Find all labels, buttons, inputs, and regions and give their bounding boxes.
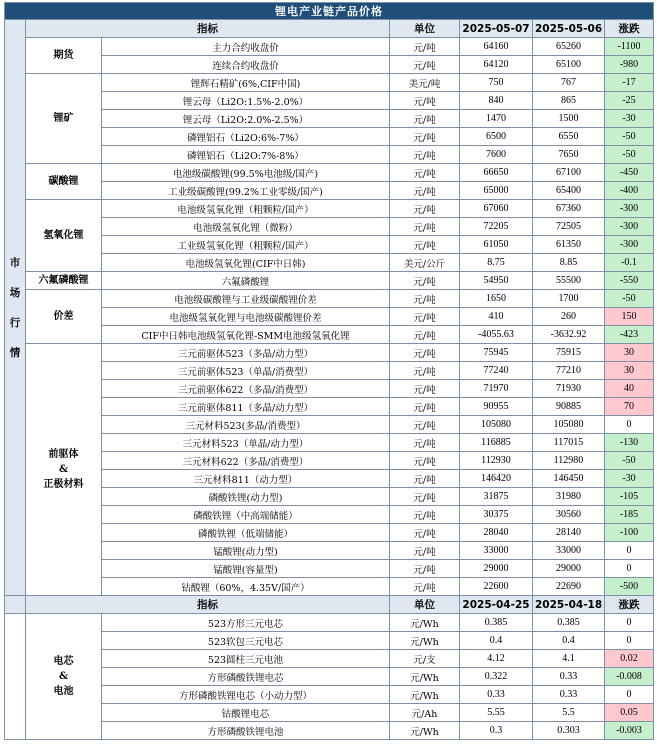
- indicator-name: 电池级氢氧化锂（粗颗粒/国产）: [102, 200, 390, 218]
- unit-cell: 元/吨: [390, 56, 460, 74]
- indicator-name: 主力合约收盘价: [102, 38, 390, 56]
- value-date-2: 117015: [533, 434, 605, 452]
- table-row: [5, 722, 654, 740]
- table-row: [5, 74, 654, 92]
- change-cell: 30: [605, 344, 654, 362]
- change-cell: -105: [605, 488, 654, 506]
- group-label: 前驱体 & 正极材料: [26, 344, 102, 596]
- indicator-name: 三元前驱体622（多晶/消费型）: [102, 380, 390, 398]
- value-date-2: 7650: [533, 146, 605, 164]
- indicator-name: 三元前驱体523（单晶/消费型）: [102, 362, 390, 380]
- unit-cell: 元/吨: [390, 92, 460, 110]
- unit-cell: 元/吨: [390, 272, 460, 290]
- table-row: [5, 344, 654, 362]
- header-row-2: [5, 596, 654, 614]
- change-cell: -0.008: [605, 668, 654, 686]
- indicator-name: 连续合约收盘价: [102, 56, 390, 74]
- change-cell: 0: [605, 560, 654, 578]
- header-date-2: 2025-05-06: [533, 20, 605, 38]
- table-row: [5, 542, 654, 560]
- table-row: [5, 650, 654, 668]
- indicator-name: 磷锂铝石（Li2O:6%-7%）: [102, 128, 390, 146]
- change-cell: -50: [605, 146, 654, 164]
- table-row: [5, 578, 654, 596]
- table-row: [5, 200, 654, 218]
- unit-cell: 元/吨: [390, 236, 460, 254]
- value-date-1: 72205: [460, 218, 533, 236]
- value-date-2: 29000: [533, 560, 605, 578]
- change-cell: -400: [605, 182, 654, 200]
- value-date-2: 0.385: [533, 614, 605, 632]
- change-cell: 0: [605, 416, 654, 434]
- indicator-name: 六氟磷酸锂: [102, 272, 390, 290]
- value-date-1: 64160: [460, 38, 533, 56]
- value-date-1: 67060: [460, 200, 533, 218]
- unit-cell: 元/吨: [390, 560, 460, 578]
- value-date-2: 28140: [533, 524, 605, 542]
- table-row: [5, 470, 654, 488]
- value-date-2: 77210: [533, 362, 605, 380]
- value-date-2: 55500: [533, 272, 605, 290]
- table-title: 锂电产业链产品价格: [5, 3, 654, 20]
- value-date-2: 72505: [533, 218, 605, 236]
- change-cell: -550: [605, 272, 654, 290]
- header-unit: 单位: [390, 596, 460, 614]
- value-date-2: 67100: [533, 164, 605, 182]
- indicator-name: CIF中日韩电池级氢氧化锂-SMM电池级氢氧化锂: [102, 326, 390, 344]
- table-row: [5, 434, 654, 452]
- header-row-1: [5, 20, 654, 38]
- unit-cell: 元/吨: [390, 290, 460, 308]
- value-date-1: 5.55: [460, 704, 533, 722]
- table-body: [5, 3, 654, 740]
- group-label: 期货: [26, 38, 102, 74]
- indicator-name: 523圆柱三元电池: [102, 650, 390, 668]
- change-cell: -30: [605, 110, 654, 128]
- header-date-1: 2025-05-07: [460, 20, 533, 38]
- table-row: [5, 524, 654, 542]
- value-date-1: 33000: [460, 542, 533, 560]
- header-change: 涨跌: [605, 596, 654, 614]
- indicator-name: 方形磷酸铁锂电芯: [102, 668, 390, 686]
- table-row: [5, 560, 654, 578]
- table-row: [5, 164, 654, 182]
- change-cell: -130: [605, 434, 654, 452]
- unit-cell: 元/吨: [390, 488, 460, 506]
- price-table: [4, 2, 654, 740]
- unit-cell: 元/Wh: [390, 632, 460, 650]
- value-date-1: 6500: [460, 128, 533, 146]
- change-cell: 40: [605, 380, 654, 398]
- value-date-1: 61050: [460, 236, 533, 254]
- indicator-name: 三元前驱体523（多晶/动力型）: [102, 344, 390, 362]
- group-label: 锂矿: [26, 74, 102, 164]
- unit-cell: 元/吨: [390, 308, 460, 326]
- table-row: [5, 488, 654, 506]
- value-date-1: 29000: [460, 560, 533, 578]
- unit-cell: 元/吨: [390, 578, 460, 596]
- unit-cell: 元/Wh: [390, 722, 460, 740]
- change-cell: 150: [605, 308, 654, 326]
- value-date-1: 65000: [460, 182, 533, 200]
- change-cell: -500: [605, 578, 654, 596]
- value-date-2: 0.33: [533, 668, 605, 686]
- group-label: 碳酸锂: [26, 164, 102, 200]
- indicator-name: 电池级氢氧化锂(CIF中日韩): [102, 254, 390, 272]
- unit-cell: 元/Wh: [390, 686, 460, 704]
- value-date-1: 750: [460, 74, 533, 92]
- table-row: [5, 632, 654, 650]
- value-date-2: 112980: [533, 452, 605, 470]
- unit-cell: 元/吨: [390, 506, 460, 524]
- value-date-2: 0.4: [533, 632, 605, 650]
- table-row: [5, 380, 654, 398]
- table-row: [5, 506, 654, 524]
- indicator-name: 三元材料622（多晶/消费型）: [102, 452, 390, 470]
- value-date-1: 31875: [460, 488, 533, 506]
- value-date-1: 410: [460, 308, 533, 326]
- table-row: [5, 236, 654, 254]
- value-date-1: 64120: [460, 56, 533, 74]
- unit-cell: 元/吨: [390, 362, 460, 380]
- indicator-name: 钴酸锂电芯: [102, 704, 390, 722]
- table-row: [5, 110, 654, 128]
- change-cell: -30: [605, 470, 654, 488]
- market-blank: [5, 614, 26, 740]
- value-date-2: 65400: [533, 182, 605, 200]
- table-row: [5, 614, 654, 632]
- value-date-2: -3632.92: [533, 326, 605, 344]
- unit-cell: 元/吨: [390, 38, 460, 56]
- change-cell: -0.003: [605, 722, 654, 740]
- indicator-name: 三元前驱体811（多晶/动力型）: [102, 398, 390, 416]
- value-date-1: 1470: [460, 110, 533, 128]
- table-row: [5, 416, 654, 434]
- value-date-1: 0.4: [460, 632, 533, 650]
- value-date-2: 67360: [533, 200, 605, 218]
- change-cell: 0.02: [605, 650, 654, 668]
- value-date-1: 30375: [460, 506, 533, 524]
- value-date-1: 105080: [460, 416, 533, 434]
- change-cell: 70: [605, 398, 654, 416]
- indicator-name: 磷酸铁锂（中高端储能）: [102, 506, 390, 524]
- table-row: [5, 254, 654, 272]
- unit-cell: 元/吨: [390, 164, 460, 182]
- value-date-2: 6550: [533, 128, 605, 146]
- value-date-2: 5.5: [533, 704, 605, 722]
- table-row: [5, 38, 654, 56]
- value-date-1: 22600: [460, 578, 533, 596]
- unit-cell: 元/Ah: [390, 704, 460, 722]
- indicator-name: 电池级氢氧化锂（微粉）: [102, 218, 390, 236]
- indicator-name: 磷酸铁锂(动力型): [102, 488, 390, 506]
- table-row: [5, 92, 654, 110]
- unit-cell: 元/吨: [390, 434, 460, 452]
- change-cell: 0: [605, 686, 654, 704]
- value-date-1: 116885: [460, 434, 533, 452]
- table-row: [5, 704, 654, 722]
- header-date-1: 2025-04-25: [460, 596, 533, 614]
- header-indicator: 指标: [26, 20, 390, 38]
- indicator-name: 锂辉石精矿(6%,CIF中国): [102, 74, 390, 92]
- value-date-2: 90885: [533, 398, 605, 416]
- change-cell: 0: [605, 542, 654, 560]
- change-cell: -423: [605, 326, 654, 344]
- value-date-2: 33000: [533, 542, 605, 560]
- group-label: 价差: [26, 290, 102, 344]
- table-row: [5, 362, 654, 380]
- indicator-name: 三元材料811（动力型）: [102, 470, 390, 488]
- change-cell: -300: [605, 200, 654, 218]
- value-date-1: 75945: [460, 344, 533, 362]
- table-row: [5, 452, 654, 470]
- table-row: [5, 272, 654, 290]
- header-change: 涨跌: [605, 20, 654, 38]
- indicator-name: 三元材料523(多晶/消费型）: [102, 416, 390, 434]
- value-date-1: 0.33: [460, 686, 533, 704]
- unit-cell: 美元/公斤: [390, 254, 460, 272]
- unit-cell: 元/吨: [390, 146, 460, 164]
- value-date-1: 90955: [460, 398, 533, 416]
- value-date-1: -4055.63: [460, 326, 533, 344]
- title-row: [5, 3, 654, 20]
- change-cell: -50: [605, 128, 654, 146]
- value-date-2: 865: [533, 92, 605, 110]
- unit-cell: 元/吨: [390, 200, 460, 218]
- unit-cell: 元/吨: [390, 470, 460, 488]
- table-row: [5, 326, 654, 344]
- header-date-2: 2025-04-18: [533, 596, 605, 614]
- indicator-name: 电池级碳酸锂与工业级碳酸锂价差: [102, 290, 390, 308]
- change-cell: -50: [605, 290, 654, 308]
- unit-cell: 元/吨: [390, 398, 460, 416]
- value-date-2: 1700: [533, 290, 605, 308]
- change-cell: 0: [605, 614, 654, 632]
- value-date-1: 28040: [460, 524, 533, 542]
- value-date-2: 61350: [533, 236, 605, 254]
- value-date-2: 65260: [533, 38, 605, 56]
- value-date-1: 77240: [460, 362, 533, 380]
- unit-cell: 元/吨: [390, 542, 460, 560]
- value-date-1: 4.12: [460, 650, 533, 668]
- indicator-name: 锂云母（Li2O:2.0%-2.5%）: [102, 110, 390, 128]
- unit-cell: 元/吨: [390, 416, 460, 434]
- change-cell: 30: [605, 362, 654, 380]
- table-row: [5, 56, 654, 74]
- table-row: [5, 182, 654, 200]
- indicator-name: 电池级碳酸锂(99.5%电池级/国产): [102, 164, 390, 182]
- value-date-2: 260: [533, 308, 605, 326]
- indicator-name: 电池级氢氧化锂与电池级碳酸锂价差: [102, 308, 390, 326]
- header-indicator: 指标: [26, 596, 390, 614]
- value-date-1: 71970: [460, 380, 533, 398]
- table-row: [5, 398, 654, 416]
- table-row: [5, 218, 654, 236]
- indicator-name: 方形磷酸铁锂电池: [102, 722, 390, 740]
- unit-cell: 元/吨: [390, 182, 460, 200]
- header-unit: 单位: [390, 20, 460, 38]
- change-cell: -980: [605, 56, 654, 74]
- indicator-name: 锰酸锂(容量型): [102, 560, 390, 578]
- table-row: [5, 668, 654, 686]
- value-date-2: 65100: [533, 56, 605, 74]
- group-label: 六氟磷酸锂: [26, 272, 102, 290]
- unit-cell: 元/支: [390, 650, 460, 668]
- value-date-1: 840: [460, 92, 533, 110]
- unit-cell: 美元/吨: [390, 74, 460, 92]
- table-row: [5, 128, 654, 146]
- indicator-name: 锂云母（Li2O:1.5%-2.0%）: [102, 92, 390, 110]
- unit-cell: 元/Wh: [390, 668, 460, 686]
- change-cell: -450: [605, 164, 654, 182]
- change-cell: -300: [605, 236, 654, 254]
- indicator-name: 钴酸锂（60%，4.35V/国产）: [102, 578, 390, 596]
- value-date-2: 75915: [533, 344, 605, 362]
- value-date-2: 146450: [533, 470, 605, 488]
- change-cell: -1100: [605, 38, 654, 56]
- value-date-2: 105080: [533, 416, 605, 434]
- change-cell: -185: [605, 506, 654, 524]
- value-date-2: 0.303: [533, 722, 605, 740]
- unit-cell: 元/吨: [390, 452, 460, 470]
- indicator-name: 523方形三元电芯: [102, 614, 390, 632]
- value-date-1: 0.385: [460, 614, 533, 632]
- value-date-2: 0.33: [533, 686, 605, 704]
- value-date-2: 30560: [533, 506, 605, 524]
- table-row: [5, 686, 654, 704]
- table-row: [5, 290, 654, 308]
- value-date-1: 112930: [460, 452, 533, 470]
- group-label: 氢氧化锂: [26, 200, 102, 272]
- indicator-name: 磷酸铁锂（低端储能）: [102, 524, 390, 542]
- unit-cell: 元/吨: [390, 110, 460, 128]
- unit-cell: 元/Wh: [390, 614, 460, 632]
- change-cell: -300: [605, 218, 654, 236]
- change-cell: -50: [605, 452, 654, 470]
- indicator-name: 方形磷酸铁锂电芯（小动力型）: [102, 686, 390, 704]
- value-date-2: 22690: [533, 578, 605, 596]
- indicator-name: 523软包三元电芯: [102, 632, 390, 650]
- group-label: 电芯 & 电池: [26, 614, 102, 740]
- unit-cell: 元/吨: [390, 128, 460, 146]
- header-blank: [5, 596, 26, 614]
- unit-cell: 元/吨: [390, 380, 460, 398]
- unit-cell: 元/吨: [390, 218, 460, 236]
- change-cell: -100: [605, 524, 654, 542]
- value-date-2: 71930: [533, 380, 605, 398]
- unit-cell: 元/吨: [390, 524, 460, 542]
- table-row: [5, 308, 654, 326]
- unit-cell: 元/吨: [390, 326, 460, 344]
- value-date-2: 8.85: [533, 254, 605, 272]
- value-date-1: 1650: [460, 290, 533, 308]
- value-date-1: 0.322: [460, 668, 533, 686]
- indicator-name: 锰酸锂(动力型): [102, 542, 390, 560]
- value-date-1: 7600: [460, 146, 533, 164]
- change-cell: 0: [605, 632, 654, 650]
- change-cell: -17: [605, 74, 654, 92]
- change-cell: -25: [605, 92, 654, 110]
- indicator-name: 工业级氢氧化锂（粗颗粒/国产）: [102, 236, 390, 254]
- unit-cell: 元/吨: [390, 344, 460, 362]
- change-cell: -0.1: [605, 254, 654, 272]
- value-date-2: 4.1: [533, 650, 605, 668]
- value-date-1: 66650: [460, 164, 533, 182]
- value-date-2: 31980: [533, 488, 605, 506]
- indicator-name: 工业级碳酸锂(99.2%工业零级/国产): [102, 182, 390, 200]
- value-date-1: 146420: [460, 470, 533, 488]
- value-date-1: 0.3: [460, 722, 533, 740]
- value-date-2: 767: [533, 74, 605, 92]
- market-label: 市 场 行 情: [5, 20, 26, 596]
- indicator-name: 三元材料523（单晶/动力型）: [102, 434, 390, 452]
- change-cell: 0.05: [605, 704, 654, 722]
- value-date-1: 54950: [460, 272, 533, 290]
- value-date-1: 8.75: [460, 254, 533, 272]
- table-row: [5, 146, 654, 164]
- value-date-2: 1500: [533, 110, 605, 128]
- indicator-name: 磷锂铝石（Li2O:7%-8%）: [102, 146, 390, 164]
